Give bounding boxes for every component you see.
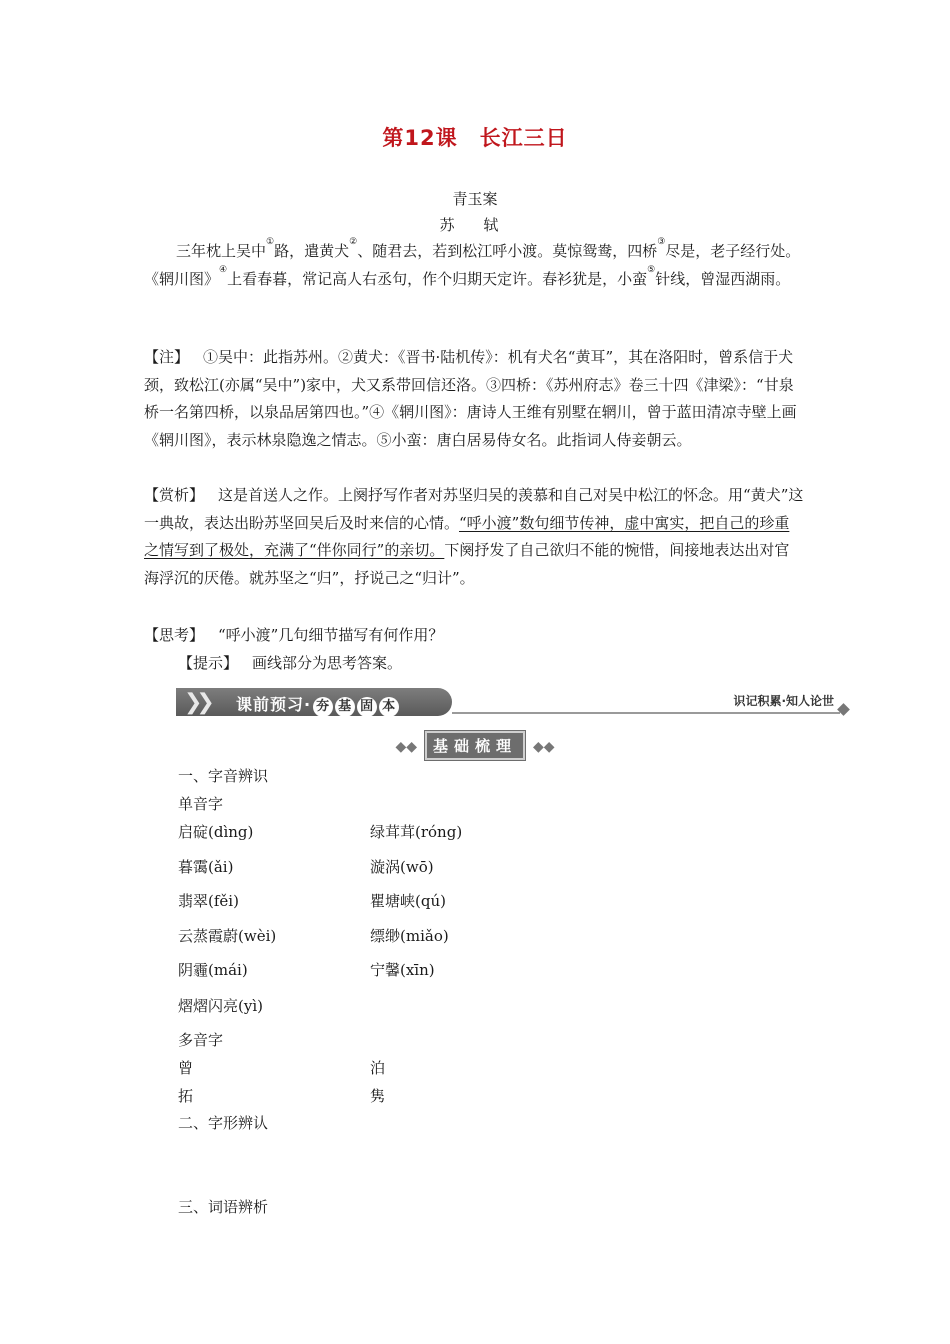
notes-label: 【注】: [144, 348, 190, 366]
single-item-4: 漩涡(wō): [370, 858, 434, 876]
hint-text: 画线部分为思考答案。: [252, 654, 403, 672]
multi-item-2: 泊: [370, 1059, 386, 1077]
hint-label: 【提示】: [178, 654, 239, 672]
part3-heading: 三、词语辨析: [178, 1198, 269, 1216]
single-item-6: 瞿塘峡(qú): [370, 892, 446, 910]
think-text: “呼小渡”几句细节描写有何作用？: [218, 626, 444, 644]
banner-text: 课前预习· 夯 基 固 本: [236, 692, 399, 717]
banner-right-text: 识记积累·知人论世: [733, 694, 834, 708]
banner-badge: 夯: [313, 697, 333, 717]
appreciation-text-a: 这是首送人之作。上阕抒写作者对苏坚归吴的羡慕和自己对吴中松江的怀念。用“黄犬”这一典故，表达出盼苏坚回吴后及时来信的心情。: [144, 486, 804, 532]
part1-heading: 一、字音辨识: [178, 767, 269, 785]
appreciation-label: 【赏析】: [144, 486, 205, 504]
banner-badge: 基: [335, 697, 355, 717]
think-label: 【思考】: [144, 626, 205, 644]
poem-title: 青玉案: [452, 190, 498, 208]
multi-item-4: 隽: [370, 1087, 386, 1105]
single-item-8: 缥缈(miǎo): [370, 927, 449, 945]
multi-item-3: 拓: [178, 1087, 194, 1105]
banner-badge: 固: [357, 697, 377, 717]
diamond-icon: ◆◆: [395, 739, 417, 755]
single-item-3: 暮霭(ǎi): [178, 858, 234, 876]
double-chevron-icon: ❯❯: [184, 690, 209, 715]
poem-author: 苏 轼: [439, 216, 511, 234]
section-heading: [0, 731, 950, 760]
single-item-9: 阴霾(mái): [178, 961, 248, 979]
single-item-5: 翡翠(fěi): [178, 892, 239, 910]
notes-text: ①吴中：此指苏州。②黄犬：《晋书·陆机传》：机有犬名“黄耳”，其在洛阳时，曾系信于犬颈，致松江(亦属“吴中”)家中，犬又系带回信还洛。③四桥：《苏州府志》卷三十四《津梁》：“甘泉桥一名第四桥，以泉品居第四也。”④《辋川图》：唐诗人王维有别墅在辋川，曾于蓝田清凉寺壁上画《辋川图》，表示林泉隐逸之情志。⑤小蛮：唐白居易侍女名。此指词人侍妾朝云。: [144, 348, 797, 449]
lesson-name: 长江三日: [479, 126, 568, 150]
think-paragraph: [144, 622, 804, 650]
banner-rule: [452, 712, 840, 714]
single-item-2: 绿茸茸(róng): [370, 823, 463, 841]
preview-banner: [176, 688, 848, 718]
single-item-1: 启碇(dìng): [178, 823, 254, 841]
single-item-11: 熠熠闪亮(yì): [178, 997, 263, 1015]
appreciation-underlined: “呼小渡”数句细节传神，虚中寓实，把自己的珍重之情写到了极处，充满了“伴你同行”的亲切。: [144, 513, 790, 559]
multi-item-1: 曾: [178, 1059, 194, 1077]
page-title: [0, 122, 950, 152]
single-item-10: 宁馨(xīn): [370, 961, 435, 979]
appreciation-text-b: 下阕抒发了自己欲归不能的惋惜，间接地表达出对官海浮沉的厌倦。就苏坚之“归”，抒说己之“归计”。: [144, 541, 790, 587]
diamond-icon: ◆◆: [533, 739, 555, 755]
single-item-7: 云蒸霞蔚(wèi): [178, 927, 277, 945]
notes-paragraph: [144, 344, 804, 454]
banner-bar: [176, 688, 452, 716]
lesson-number: 第12课: [382, 126, 458, 150]
banner-badge: 本: [379, 697, 399, 717]
part2-heading: 二、字形辨认: [178, 1114, 269, 1132]
appreciation-paragraph: [144, 482, 804, 592]
section-title: 基础梳理: [425, 731, 525, 760]
multi-label: 多音字: [178, 1031, 224, 1049]
single-label: 单音字: [178, 795, 224, 813]
hint-paragraph: [178, 650, 838, 678]
poem-body: 三年枕上吴中①路，遣黄犬②、随君去，若到松江呼小渡。莫惊鸳鸯，四桥③尽是，老子经行处。《辋川图》④上看春暮，常记高人右丞句，作个归期天定许。春衫犹是，小蛮⑤针线，曾湿西湖雨。: [144, 237, 801, 288]
